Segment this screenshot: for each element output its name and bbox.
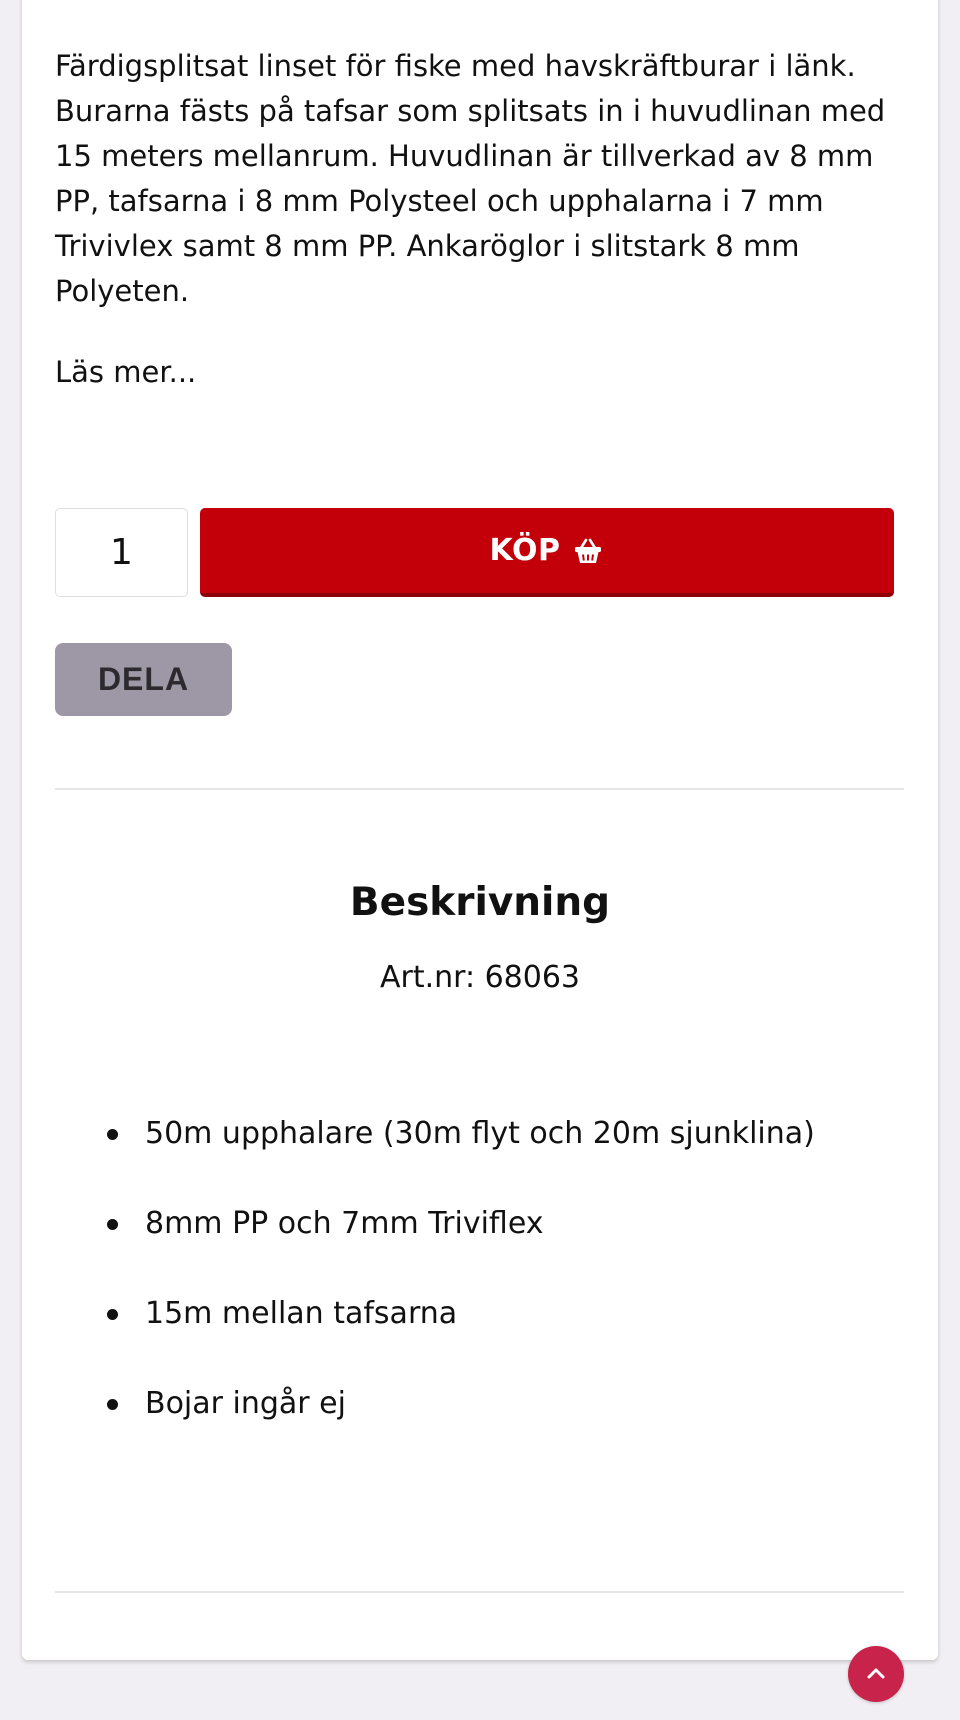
- description-title: Beskrivning: [349, 880, 611, 925]
- read-more-link[interactable]: Läs mer...: [55, 355, 197, 389]
- buy-button[interactable]: [200, 508, 894, 597]
- feature-text: Bojar ingår ej: [145, 1386, 346, 1421]
- bullet-icon: [107, 1219, 118, 1230]
- section-divider: [55, 1591, 904, 1593]
- section-divider: [55, 788, 904, 790]
- bullet-icon: [107, 1399, 118, 1410]
- share-button[interactable]: DELA: [55, 643, 232, 716]
- feature-item: [0, 1290, 960, 1380]
- article-number: Art.nr: 68063: [379, 960, 581, 995]
- basket-icon: [572, 535, 604, 567]
- feature-item: [0, 1380, 960, 1470]
- bullet-icon: [107, 1309, 118, 1320]
- buy-button-label: KÖP: [489, 533, 561, 568]
- chevron-up-icon: [863, 1661, 889, 1687]
- feature-list: [0, 1110, 960, 1470]
- feature-text: 8mm PP och 7mm Triviflex: [145, 1206, 544, 1241]
- feature-text: 15m mellan tafsarna: [145, 1296, 458, 1331]
- product-intro-text: Färdigsplitsat linset för fiske med havskräftburar i länk. Burarna fästs på tafsar som splitsats in i huvudlinan med 15 meters mellanrum. Huvudlinan är tillverkad av 8 mm PP, tafsarna i 8 mm Polysteel och upphalarna i 7 mm Trivivlex samt 8 mm PP. Ankaröglor i slitstark 8 mm Polyeten.: [55, 49, 886, 308]
- bullet-icon: [107, 1129, 118, 1140]
- feature-item: [0, 1110, 960, 1200]
- feature-text: 50m upphalare (30m flyt och 20m sjunklina): [145, 1116, 815, 1151]
- scroll-to-top-button[interactable]: [848, 1646, 904, 1702]
- feature-item: [0, 1200, 960, 1290]
- quantity-input[interactable]: [55, 508, 188, 597]
